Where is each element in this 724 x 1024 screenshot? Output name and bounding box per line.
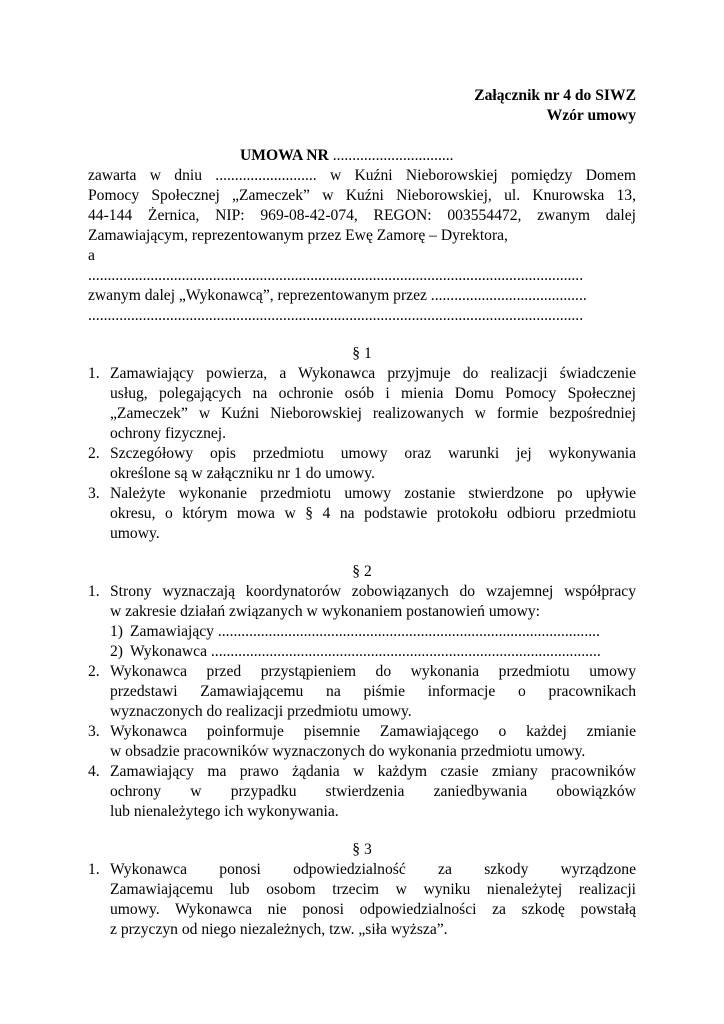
coordinator-contractor-blank: Wykonawca .................................................................................................... — [130, 643, 601, 660]
coordinator-1-number: 1) — [110, 623, 123, 640]
section-2-item-1-line-1: Strony wyznaczają koordynatorów zobowiązanych do wzajemnej współpracy — [110, 583, 636, 600]
section-1-item-1-number: 1. — [88, 365, 100, 382]
section-3-heading: § 3 — [352, 841, 372, 858]
coordinator-2-number: 2) — [110, 643, 123, 660]
section-2-item-2-line-1: Wykonawca przed przystąpieniem do wykonania przedmiotu umowy — [110, 663, 636, 680]
contract-title-label: UMOWA NR — [240, 147, 329, 164]
intro-line-2: Pomocy Społecznej „Zameczek” w Kuźni Nieborowskiej, ul. Knurowska 13, — [88, 187, 636, 204]
contractor-name-blank: ............................................................................................................................... — [88, 267, 584, 284]
section-3-item-1-line-3: umowy. Wykonawca nie ponosi odpowiedzialności za szkodę powstałą — [110, 901, 636, 918]
section-2-item-2-line-2: przedstawi Zamawiającemu na piśmie informacje o pracownikach — [110, 683, 636, 700]
intro-line-7: zwanym dalej „Wykonawcą”, reprezentowanym przez ........................................ — [88, 287, 587, 304]
contract-title — [240, 146, 640, 166]
section-1-item-2-line-2: określone są w załączniku nr 1 do umowy. — [110, 465, 375, 482]
section-1-item-3-number: 3. — [88, 485, 100, 502]
document-subtitle: Wzór umowy — [546, 107, 636, 124]
section-1-item-3-line-3: umowy. — [110, 525, 160, 542]
section-1-item-1-line-2: usług, polegających na ochronie osób i mienia Domu Pomocy Społecznej — [110, 385, 636, 402]
section-2-item-1-number: 1. — [88, 583, 100, 600]
intro-line-1: zawarta w dniu .......................... w Kuźni Nieborowskiej pomiędzy Domem — [88, 167, 636, 184]
section-2-item-2-number: 2. — [88, 663, 100, 680]
section-1-item-3-line-2: okresu, o którym mowa w § 4 na podstawie protokołu odbioru przedmiotu — [110, 505, 636, 522]
section-1-item-2-number: 2. — [88, 445, 100, 462]
section-2-item-3-line-1: Wykonawca poinformuje pisemnie Zamawiającego o każdej zmianie — [110, 723, 636, 740]
section-3-item-1-line-2: Zamawiającemu lub osobom trzecim w wyniku nienależytej realizacji — [110, 881, 636, 898]
section-3-item-1-line-4: z przyczyn od niego niezależnych, tzw. „siła wyższa”. — [110, 921, 448, 938]
representative-blank: ............................................................................................................................... — [88, 307, 584, 324]
section-3-item-1-line-1: Wykonawca ponosi odpowiedzialność za szkody wyrządzone — [110, 861, 636, 878]
intro-line-3: 44-144 Żernica, NIP: 969-08-42-074, REGON: 003554472, zwanym dalej — [88, 207, 636, 224]
section-1-item-1-line-4: ochrony fizycznej. — [110, 425, 227, 442]
section-3-item-1-number: 1. — [88, 861, 100, 878]
section-2-item-3-number: 3. — [88, 723, 100, 740]
section-2-item-4-line-3: lub nienależytego ich wykonywania. — [110, 803, 339, 820]
section-1-item-1-line-3: „Zameczek” w Kuźni Nieborowskiej realizowanych w formie bezpośredniej — [110, 405, 636, 422]
coordinator-client-blank: Zamawiający .................................................................................................. — [130, 623, 600, 640]
section-1-item-1-line-1: Zamawiający powierza, a Wykonawca przyjmuje do realizacji świadczenie — [110, 365, 636, 382]
section-1-heading: § 1 — [352, 345, 372, 362]
attachment-label: Załącznik nr 4 do SIWZ — [474, 87, 636, 104]
section-2-item-3-line-2: w obsadzie pracowników wyznaczonych do wykonania przedmiotu umowy. — [110, 743, 586, 760]
intro-line-5: a — [88, 247, 95, 264]
intro-line-4: Zamawiającym, reprezentowanym przez Ewę Zamorę – Dyrektora, — [88, 227, 508, 244]
section-1-item-3-line-1: Należyte wykonanie przedmiotu umowy zostanie stwierdzone po upływie — [110, 485, 636, 502]
section-1-item-2-line-1: Szczegółowy opis przedmiotu umowy oraz warunki jej wykonywania — [110, 445, 636, 462]
section-2-item-4-line-2: ochrony w przypadku stwierdzenia zaniedbywania obowiązków — [110, 783, 636, 800]
section-2-heading: § 2 — [352, 563, 372, 580]
section-2-item-1-line-2: w zakresie działań związanych w wykonaniem postanowień umowy: — [110, 603, 540, 620]
section-2-item-4-line-1: Zamawiający ma prawo żądania w każdym czasie zmiany pracowników — [110, 763, 636, 780]
section-2-item-4-number: 4. — [88, 763, 100, 780]
section-2-item-2-line-3: wyznaczonych do realizacji przedmiotu umowy. — [110, 703, 412, 720]
contract-number-dots: ............................... — [328, 147, 454, 164]
